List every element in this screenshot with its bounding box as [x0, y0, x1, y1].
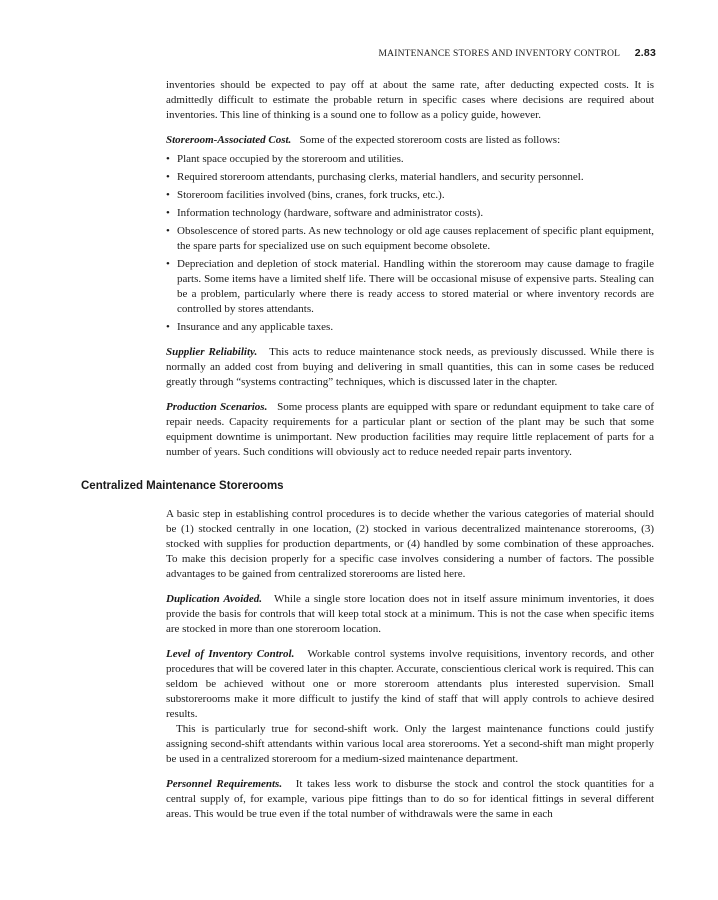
- inventory-control-paragraph: [166, 647, 654, 722]
- list-item-text: Depreciation and depletion of stock material. Handling within the storeroom may cause damage to fragile parts. Some items have a limited shelf life. There will be occasional misuse of expensive parts. Stealing can be a problem, particularly where there is ready access to stored material or where inventory records are controlled by stores attendants.: [177, 258, 654, 315]
- section-heading: Centralized Maintenance Storerooms: [81, 480, 284, 492]
- list-item-text: Insurance and any applicable taxes.: [177, 321, 334, 333]
- supplier-reliability-paragraph: [166, 345, 654, 390]
- centralized-intro-paragraph: A basic step in establishing control procedures is to decide whether the various categories of material should be (1) stocked centrally in one location, (2) stocked in various decentralized maintenance storerooms, (3) stocked with supplies for production departments, or (4) handled by some combination of these approaches. To make this decision properly for a specific case involves considering a number of factors. The possible advantages to be gained from centralized storerooms are listed here.: [166, 508, 654, 580]
- duplication-avoided-text: While a single store location does not in itself assure minimum inventories, it does provide the basis for controls that will keep total stock at a minimum. This is not the case when specific items are stocked in more than one storeroom location.: [166, 593, 654, 635]
- page-number: 2.83: [634, 47, 656, 59]
- page-body: [81, 78, 655, 822]
- production-scenarios-paragraph: [166, 400, 654, 460]
- supplier-reliability-title: Supplier Reliability.: [166, 346, 258, 358]
- intro-paragraph: inventories should be expected to pay off at about the same rate, after deducting expected costs. It is admittedly difficult to estimate the probable return in specific cases where decisions are required about inventories. This line of thinking is a sound one to follow as a policy guide, however.: [166, 79, 654, 121]
- bullet-icon: •: [166, 207, 170, 219]
- second-shift-paragraph: This is particularly true for second-shift work. Only the largest maintenance functions could justify assigning second-shift attendants within various local area storerooms. Yet a second-shift man might properly be used in a centralized storeroom for a medium-sized maintenance department.: [166, 723, 654, 765]
- production-scenarios-title: Production Scenarios.: [166, 401, 268, 413]
- list-item-text: Required storeroom attendants, purchasing clerks, material handlers, and security personnel.: [177, 171, 584, 183]
- list-item-text: Plant space occupied by the storeroom and utilities.: [177, 153, 404, 165]
- list-item: [166, 224, 654, 254]
- list-item-text: Obsolescence of stored parts. As new technology or old age causes replacement of specific plant equipment, the spare parts for specialized use on such equipment become obsolete.: [177, 225, 654, 252]
- storeroom-cost-title: Storeroom-Associated Cost.: [166, 134, 292, 146]
- storeroom-cost-paragraph: [166, 133, 654, 148]
- supplier-reliability-text: This acts to reduce maintenance stock needs, as previously discussed. While there is normally an added cost from buying and delivering in small quantities, this can in some cases be reduced greatly through “systems contracting” techniques, which is discussed later in the chapter.: [166, 346, 654, 388]
- bullet-icon: •: [166, 225, 170, 237]
- running-title: MAINTENANCE STORES AND INVENTORY CONTROL: [378, 49, 621, 59]
- personnel-requirements-text: It takes less work to disburse the stock and control the stock quantities for a central supply of, for example, various pipe fittings than to do so for identical fittings in several different areas. This would be true even if the total number of withdrawals were the same in each: [166, 778, 655, 820]
- list-item: [166, 257, 654, 317]
- bullet-icon: •: [166, 189, 170, 201]
- personnel-requirements-title: Personnel Requirements.: [166, 778, 283, 790]
- list-item-text: Storeroom facilities involved (bins, cranes, fork trucks, etc.).: [177, 189, 445, 201]
- bullet-icon: •: [166, 258, 170, 270]
- list-item-text: Information technology (hardware, software and administrator costs).: [177, 207, 484, 219]
- list-item: [166, 206, 654, 221]
- personnel-requirements-paragraph: [166, 777, 654, 822]
- inventory-control-title: Level of Inventory Control.: [166, 648, 295, 660]
- storeroom-cost-list: [166, 152, 654, 335]
- list-item: [166, 188, 654, 203]
- bullet-icon: •: [166, 321, 170, 333]
- inventory-control-text: Workable control systems involve requisitions, inventory records, and other procedures that will be covered later in this chapter. Accurate, conscientious clerical work is required. This can seldom be achieved without one or more storeroom attendants plus interested supervision. Small substorerooms make it more difficult to justify the kind of staff that will apply controls to achieve desired results.: [166, 648, 655, 720]
- list-item: [166, 320, 654, 335]
- bullet-icon: •: [166, 153, 170, 165]
- duplication-avoided-paragraph: [166, 592, 654, 637]
- list-item: [166, 152, 654, 167]
- storeroom-cost-text: Some of the expected storeroom costs are listed as follows:: [299, 134, 561, 146]
- bullet-icon: •: [166, 171, 170, 183]
- running-header: [379, 47, 656, 59]
- list-item: [166, 170, 654, 185]
- duplication-avoided-title: Duplication Avoided.: [166, 593, 262, 605]
- production-scenarios-text: Some process plants are equipped with spare or redundant equipment to take care of repair needs. Capacity requirements for a particular plant or section of the plant may be such that some equipment downtime is unimportant. New production facilities may require little replacement of parts for a number of years. Such conditions will obviously act to reduce needed repair parts inventory.: [166, 401, 654, 458]
